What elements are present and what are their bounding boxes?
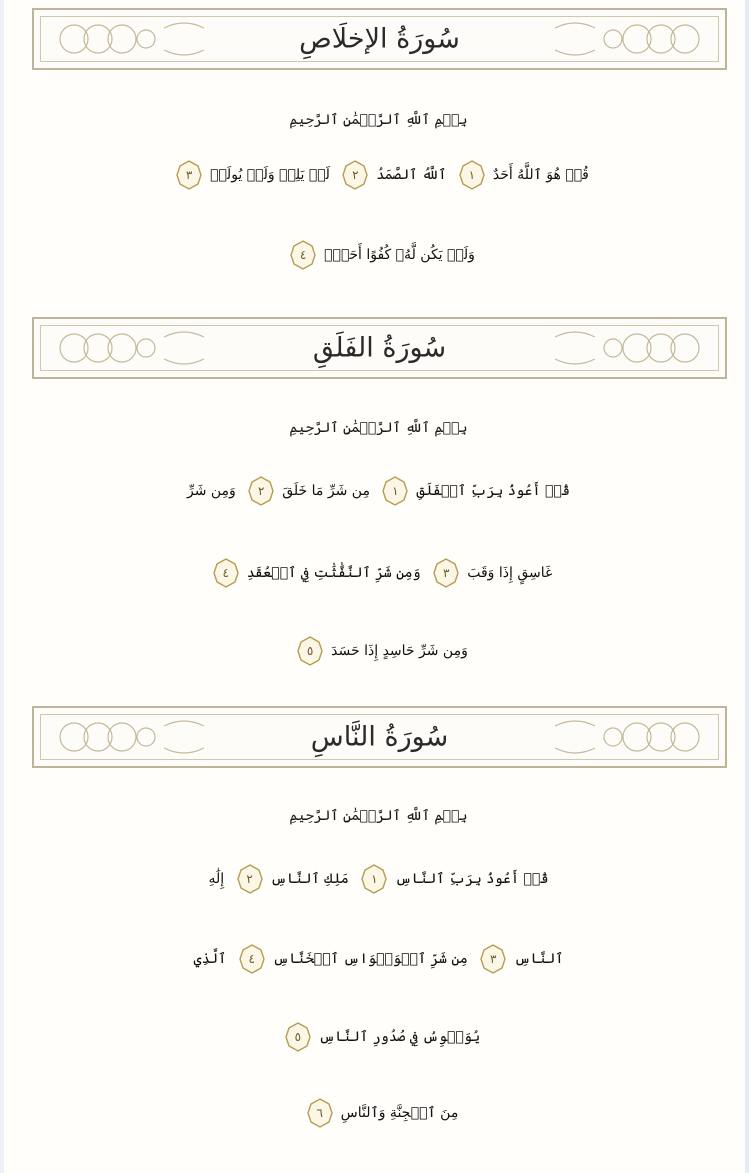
ayah-number: ١ bbox=[468, 168, 476, 182]
verse-text: قُلۡ هُوَ ٱللَّهُ أَحَدٌ bbox=[492, 167, 589, 183]
ayah-marker bbox=[290, 240, 316, 270]
surah-header-banner bbox=[32, 8, 727, 70]
ayah-marker bbox=[248, 476, 274, 506]
verse-text: مِن شَرِّ ٱلۡوَسۡوَاسِ ٱلۡخَنَّاسِ bbox=[272, 951, 468, 967]
ayah-number: ٣ bbox=[490, 952, 497, 966]
verse-text: مِن شَرِّ مَا خَلَقَ bbox=[282, 483, 370, 499]
surah-title: سُورَةُ الفَلَقِ bbox=[312, 332, 447, 364]
basmala: بِسۡمِ ٱللَّهِ ٱلرَّحۡمَٰنِ ٱلرَّحِيمِ bbox=[289, 112, 468, 128]
ayah-number: ٢ bbox=[258, 484, 265, 498]
verse-line bbox=[4, 944, 749, 974]
verse-text: وَلَمۡ يَكُن لَّهُۥ كُفُوًا أَحَدُۢ bbox=[324, 247, 475, 263]
ayah-number: ٤ bbox=[248, 952, 255, 966]
verse-text: وَمِن شَرِّ ٱلنَّفَّٰثَٰتِ فِي ٱلۡعُقَدِ bbox=[246, 565, 421, 581]
ayah-number: ٤ bbox=[299, 248, 307, 262]
verse-text: قُلۡ أَعُوذُ بِرَبِّ ٱلنَّاسِ bbox=[395, 871, 549, 887]
ayah-marker bbox=[361, 864, 387, 894]
verse-line bbox=[4, 240, 749, 270]
verse-line bbox=[4, 1022, 749, 1052]
verse-text: يُوَسۡوِسُ فِي صُدُورِ ٱلنَّاسِ bbox=[318, 1029, 481, 1045]
ayah-number: ٢ bbox=[352, 168, 359, 182]
verse-line bbox=[4, 476, 749, 506]
verse-text: ٱلَّذِي bbox=[193, 951, 227, 967]
ayah-number: ١ bbox=[371, 872, 378, 886]
verse-text: وَمِن شَرِّ حَاسِدٍ إِذَا حَسَدَ bbox=[331, 643, 468, 659]
ayah-number: ٥ bbox=[306, 644, 314, 658]
ayah-number: ٦ bbox=[316, 1106, 323, 1120]
ayah-number: ٣ bbox=[185, 168, 193, 182]
ayah-number: ٣ bbox=[442, 566, 450, 580]
ayah-marker bbox=[213, 558, 239, 588]
verse-line bbox=[4, 864, 749, 894]
ayah-marker bbox=[285, 1022, 311, 1052]
ayah-marker bbox=[459, 160, 485, 190]
verse-line bbox=[4, 160, 749, 190]
ayah-marker bbox=[237, 864, 263, 894]
ayah-marker bbox=[239, 944, 265, 974]
verse-line bbox=[4, 558, 749, 588]
ayah-number: ٤ bbox=[222, 566, 229, 580]
ayah-marker bbox=[176, 160, 202, 190]
verse-text: لَمۡ يَلِدۡ وَلَمۡ يُولَدۡ bbox=[210, 167, 330, 183]
basmala: بِسۡمِ ٱللَّهِ ٱلرَّحۡمَٰنِ ٱلرَّحِيمِ bbox=[289, 808, 468, 824]
ayah-marker bbox=[297, 636, 323, 666]
verse-text: مِنَ ٱلۡجِنَّةِ وَٱلنَّاسِ bbox=[340, 1105, 459, 1121]
verse-line bbox=[4, 1098, 749, 1128]
verse-text: ٱللَّهُ ٱلصَّمَدُ bbox=[376, 167, 447, 183]
ayah-number: ١ bbox=[392, 484, 399, 498]
ayah-marker bbox=[433, 558, 459, 588]
surah-header-banner bbox=[32, 317, 727, 379]
verse-line bbox=[4, 636, 749, 666]
ayah-marker bbox=[480, 944, 506, 974]
ayah-number: ٥ bbox=[294, 1030, 302, 1044]
surah-title: سُورَةُ النَّاسِ bbox=[310, 721, 449, 753]
verse-text: مَلِكِ ٱلنَّاسِ bbox=[270, 871, 349, 887]
verse-text: ٱلنَّاسِ bbox=[514, 951, 564, 967]
basmala: بِسۡمِ ٱللَّهِ ٱلرَّحۡمَٰنِ ٱلرَّحِيمِ bbox=[289, 420, 468, 436]
verse-text: قُلۡ أَعُوذُ بِرَبِّ ٱلۡفَلَقِ bbox=[416, 483, 571, 499]
verse-text: إِلَٰهِ bbox=[208, 871, 225, 887]
ayah-marker bbox=[307, 1098, 333, 1128]
ayah-marker bbox=[382, 476, 408, 506]
verse-text: وَمِن شَرِّ bbox=[186, 483, 236, 499]
surah-title: سُورَةُ الإخلَاصِ bbox=[299, 23, 460, 55]
ayah-number: ٢ bbox=[246, 872, 253, 886]
ayah-marker bbox=[342, 160, 368, 190]
surah-header-banner bbox=[32, 706, 727, 768]
verse-text: غَاسِقٍ إِذَا وَقَبَ bbox=[467, 565, 553, 581]
